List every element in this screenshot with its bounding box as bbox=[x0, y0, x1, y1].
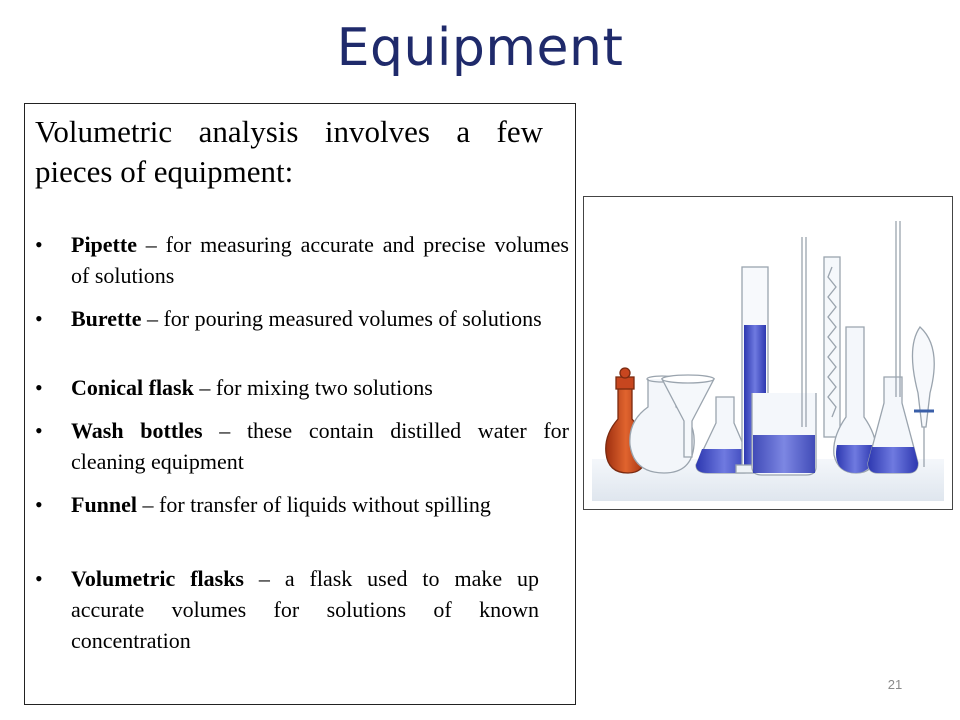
bullet-dot-icon: • bbox=[35, 306, 43, 331]
bullet-dot-icon: • bbox=[35, 492, 43, 517]
glassware-illustration bbox=[584, 197, 952, 509]
bullet-description: – for transfer of liquids without spilling bbox=[137, 492, 491, 517]
bullet-term: Wash bottles bbox=[71, 418, 203, 443]
lab-glassware-image bbox=[583, 196, 953, 510]
bullet-term: Burette bbox=[71, 306, 142, 331]
bullet-description: – for measuring accurate and precise volumes of solutions bbox=[71, 232, 569, 288]
bullet-description: – for mixing two solutions bbox=[193, 375, 433, 400]
separatory-funnel bbox=[912, 327, 934, 467]
intro-text: Volumetric analysis involves a few pieces of equipment: bbox=[35, 114, 543, 189]
bullet-description: – for pouring measured volumes of solutions bbox=[141, 306, 542, 331]
bullet-dot-icon: • bbox=[35, 232, 43, 257]
bullet-term: Conical flask bbox=[71, 375, 194, 400]
content-text-box bbox=[24, 103, 576, 705]
condenser bbox=[824, 257, 840, 437]
small-conical-flask bbox=[868, 377, 918, 473]
bullet-description: – these contain distilled water for cleaning equipment bbox=[71, 418, 569, 474]
bullet-dot-icon: • bbox=[35, 418, 43, 443]
bullet-dot-icon: • bbox=[35, 375, 43, 400]
slide-title: Equipment bbox=[336, 18, 624, 78]
bullet-term: Funnel bbox=[71, 492, 138, 517]
bullet-dot-icon: • bbox=[35, 566, 43, 591]
burette bbox=[896, 221, 900, 397]
bullet-description: – a flask used to make up accurate volumes for solutions of known concentration bbox=[71, 566, 540, 653]
page-number: 21 bbox=[887, 677, 903, 692]
bullet-term: Pipette bbox=[71, 232, 137, 257]
bullet-term: Volumetric flasks bbox=[71, 566, 244, 591]
